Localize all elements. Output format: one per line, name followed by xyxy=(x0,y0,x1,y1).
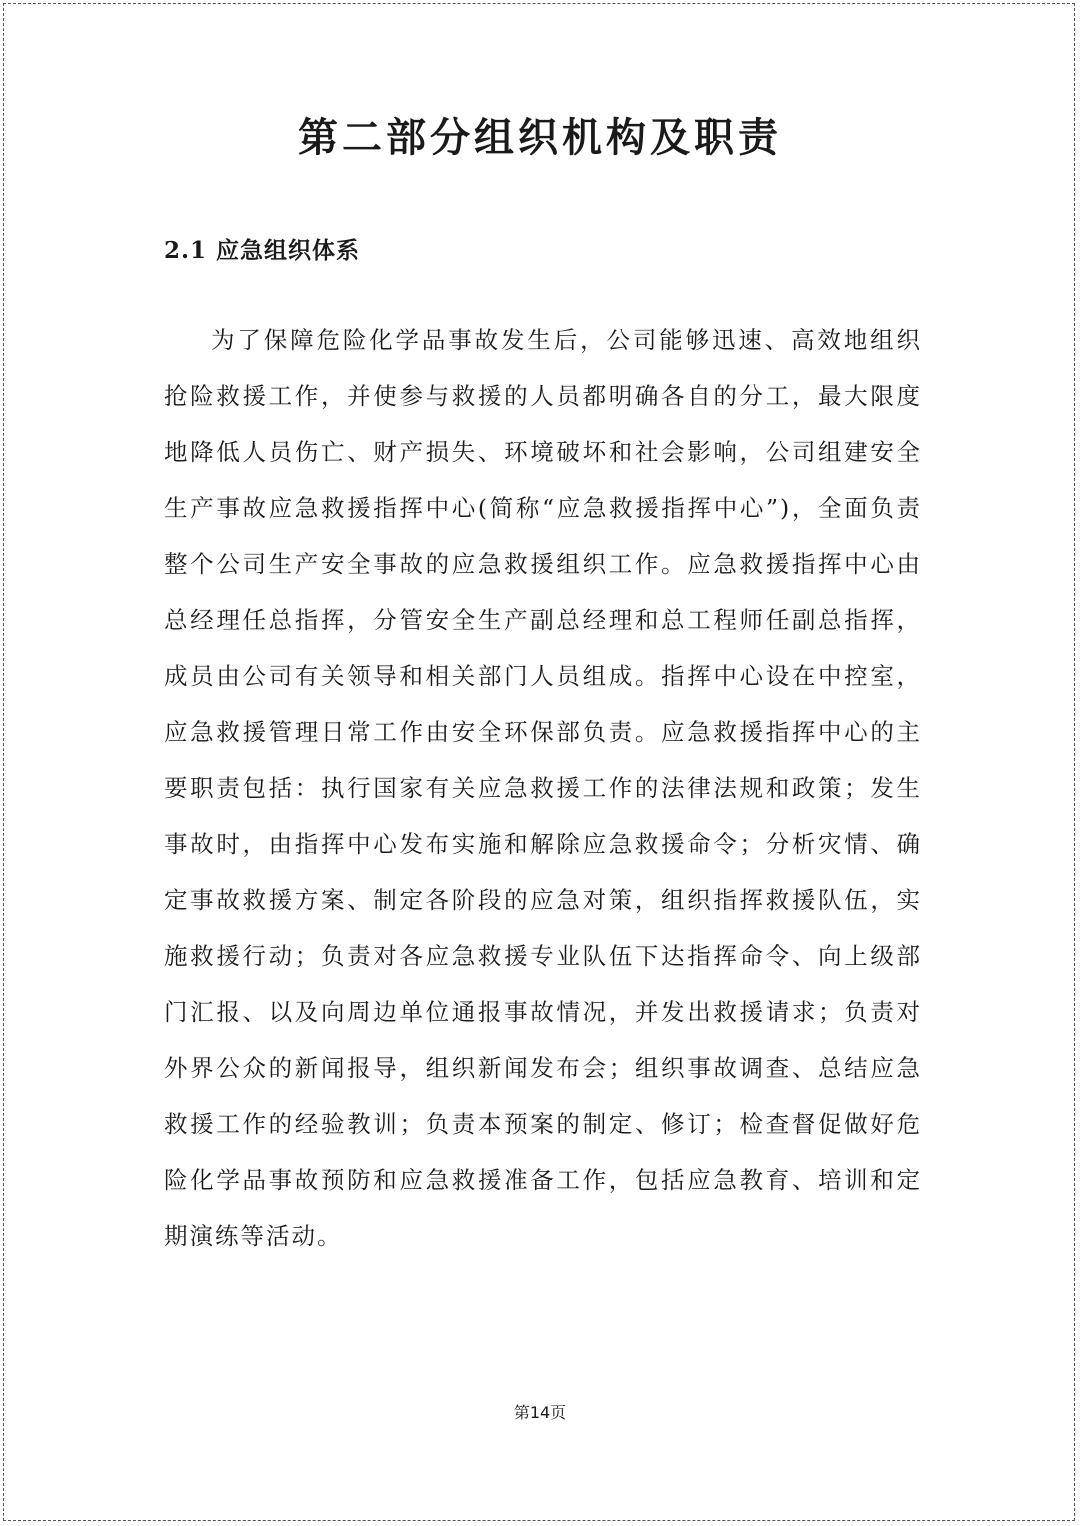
section-paragraph: 为了保障危险化学品事故发生后，公司能够迅速、高效地组织抢险救援工作，并使参与救援的人员都明确各自的分工，最大限度地降低人员伤亡、财产损失、环境破坏和社会影响，公司组建安全生产事故应急救援指挥中心(简称“应急救援指挥中心”)，全面负责整个公司生产安全事故的应急救援组织工作。应急救援指挥中心由总经理任总指挥，分管安全生产副总经理和总工程师任副总指挥，成员由公司有关领导和相关部门人员组成。指挥中心设在中控室，应急救援管理日常工作由安全环保部负责。应急救援指挥中心的主要职责包括：执行国家有关应急救援工作的法律法规和政策；发生事故时，由指挥中心发布实施和解除应急救援命令；分析灾情、确定事故救援方案、制定各阶段的应急对策，组织指挥救援队伍，实施救援行动；负责对各应急救援专业队伍下达指挥命令、向上级部门汇报、以及向周边单位通报事故情况，并发出救援请求；负责对外界公众的新闻报导，组织新闻发布会；组织事故调查、总结应急救援工作的经验教训；负责本预案的制定、修订；检查督促做好危险化学品事故预防和应急救援准备工作，包括应急教育、培训和定期演练等活动。 xyxy=(164,326,922,1250)
section-heading: 2.1 应急组织体系 xyxy=(164,237,361,264)
page-number: 第14页 xyxy=(513,1403,567,1422)
document-title: 第二部分组织机构及职责 xyxy=(298,114,782,161)
